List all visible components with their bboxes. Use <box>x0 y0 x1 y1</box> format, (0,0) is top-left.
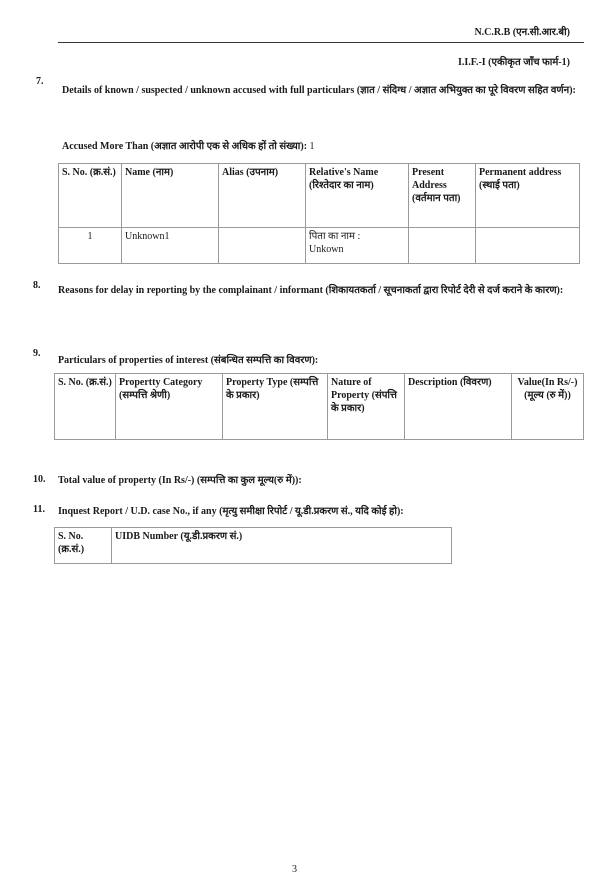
section-7-number: 7. <box>36 76 44 87</box>
property-table-header <box>55 374 584 440</box>
section-9-number: 9. <box>33 348 41 359</box>
cell-sno: 1 <box>59 228 122 264</box>
col-relative: Relative's Name (रिश्तेदार का नाम) <box>306 164 409 228</box>
col-present: Present Address (वर्तमान पता) <box>409 164 476 228</box>
inquest-table <box>54 527 452 564</box>
cell-name: Unknown1 <box>122 228 219 264</box>
accused-more-than <box>62 138 315 152</box>
ncrb-header: N.C.R.B (एन.सी.आर.बी) <box>474 27 570 38</box>
cell-present <box>409 228 476 264</box>
page-number: 3 <box>292 864 297 875</box>
section-11-title: Inquest Report / U.D. case No., if any (मृत्यु समीक्षा रिपोर्ट / यू.डी.प्रकरण सं., यदि कोई हो): <box>58 506 404 517</box>
col-permanent: Permanent address (स्थाई पता) <box>476 164 580 228</box>
section-7-title: Details of known / suspected / unknown accused with full particulars (ज्ञात / संदिग्ध / अज्ञात अभियुक्त का पूरे विवरण सहित वर्णन): <box>62 85 576 96</box>
relative-value: Unkown <box>309 244 344 255</box>
section-8-number: 8. <box>33 280 41 291</box>
accused-table <box>58 163 580 264</box>
col-value: Value(In Rs/-) (मूल्य (रु में)) <box>512 374 584 440</box>
section-8-title: Reasons for delay in reporting by the complainant / informant (शिकायतकर्ता / सूचनाकर्ता द्वारा रिपोर्ट देरी से दर्ज कराने के कारण): <box>58 285 564 296</box>
col-uidb: UIDB Number (यू.डी.प्रकरण सं.) <box>112 528 452 564</box>
section-10-number: 10. <box>33 474 46 485</box>
table-row <box>59 228 580 264</box>
accused-more-than-label: Accused More Than (अज्ञात आरोपी एक से अधिक हों तो संख्या): <box>62 141 308 152</box>
property-table <box>54 373 584 440</box>
section-9-title: Particulars of properties of interest (संबन्धित सम्पत्ति का विवरण): <box>58 355 319 366</box>
cell-permanent <box>476 228 580 264</box>
section-11-number: 11. <box>33 504 45 515</box>
col-description: Description (विवरण) <box>405 374 512 440</box>
col-sno: S. No. (क्र.सं.) <box>55 374 116 440</box>
col-type: Property Type (सम्पत्ति के प्रकार) <box>223 374 328 440</box>
col-nature: Nature of Property (संपत्ति के प्रकार) <box>328 374 405 440</box>
col-alias: Alias (उपनाम) <box>219 164 306 228</box>
col-sno: S. No. (क्र.सं.) <box>55 528 112 564</box>
col-name: Name (नाम) <box>122 164 219 228</box>
relative-label: पिता का नाम : <box>309 231 361 242</box>
cell-relative <box>306 228 409 264</box>
form-title: I.I.F.-I (एकीकृत जाँच फार्म-1) <box>457 57 570 68</box>
inquest-table-header <box>55 528 452 564</box>
col-sno: S. No. (क्र.सं.) <box>59 164 122 228</box>
accused-more-than-value: 1 <box>309 141 315 152</box>
accused-table-header <box>59 164 580 228</box>
col-category: Propertty Category (सम्पत्ति श्रेणी) <box>116 374 223 440</box>
cell-alias <box>219 228 306 264</box>
section-10-title: Total value of property (In Rs/-) (सम्पत्ति का कुल मूल्य(रु में)): <box>58 475 302 486</box>
header-rule <box>58 42 584 43</box>
